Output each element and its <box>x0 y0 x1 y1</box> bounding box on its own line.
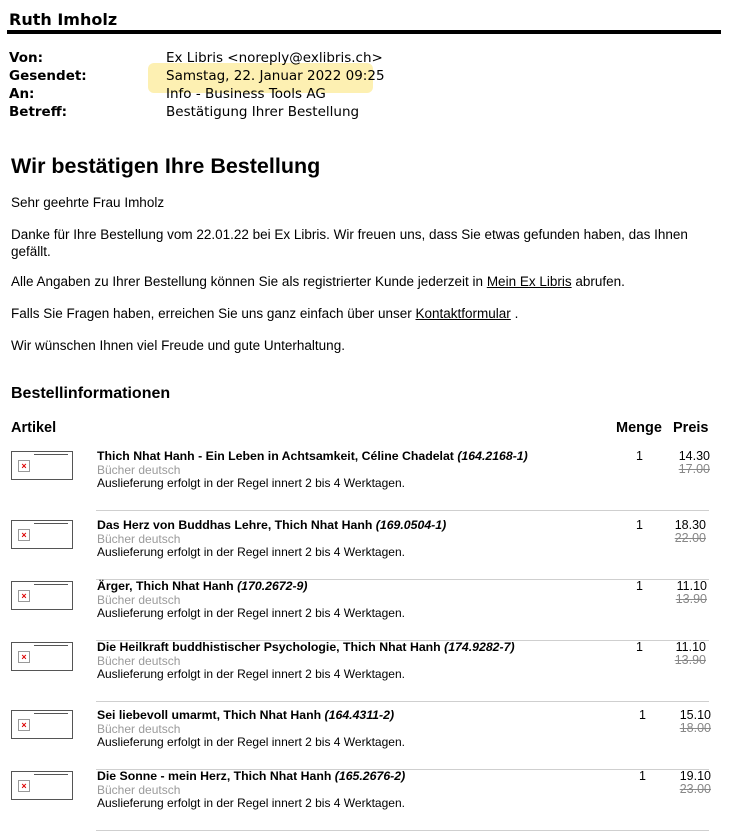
image-line <box>34 774 68 775</box>
item-quantity: 1 <box>639 708 646 722</box>
item-delivery-note: Auslieferung erfolgt in der Regel innert 2 bis 4 Werktagen. <box>97 667 405 681</box>
page-title: Wir bestätigen Ihre Bestellung <box>11 154 321 178</box>
order-item-row <box>11 579 709 641</box>
broken-image-icon: × <box>18 590 30 602</box>
item-code: (165.2676-2) <box>334 769 406 783</box>
item-category: Bücher deutsch <box>97 463 181 477</box>
item-delivery-note: Auslieferung erfolgt in der Regel innert 2 bis 4 Werktagen. <box>97 545 405 559</box>
item-delivery-note: Auslieferung erfolgt in der Regel innert 2 bis 4 Werktagen. <box>97 796 405 810</box>
order-item-row <box>11 708 709 770</box>
item-delivery-note: Auslieferung erfolgt in der Regel innert 2 bis 4 Werktagen. <box>97 606 405 620</box>
image-line <box>34 523 68 524</box>
column-header-quantity: Menge <box>616 420 662 436</box>
item-old-price: 13.90 <box>675 592 707 606</box>
item-price: 11.10 <box>675 640 706 654</box>
item-delivery-note: Auslieferung erfolgt in der Regel innert 2 bis 4 Werktagen. <box>97 476 405 490</box>
item-title-text: Die Heilkraft buddhistischer Psychologie, Thich Nhat Hanh <box>97 640 441 654</box>
greeting: Sehr geehrte Frau Imholz <box>11 195 165 210</box>
item-title[interactable] <box>97 579 308 593</box>
row-divider <box>96 830 709 831</box>
mein-ex-libris-link[interactable]: Mein Ex Libris <box>486 274 572 289</box>
item-title[interactable] <box>97 518 446 532</box>
item-code: (170.2672-9) <box>237 579 308 593</box>
contact-text-end: . <box>514 306 519 321</box>
sender-name: Ruth Imholz <box>9 10 118 29</box>
item-price: 11.10 <box>676 579 707 593</box>
item-code: (164.4311-2) <box>324 708 395 722</box>
order-item-row <box>11 449 709 511</box>
thank-you-paragraph: Danke für Ihre Bestellung vom 22.01.22 bei Ex Libris. Wir freuen uns, dass Sie etwas gefunden haben, das Ihnen gefällt. <box>11 227 688 259</box>
item-old-price: 22.00 <box>674 531 706 545</box>
item-quantity: 1 <box>636 518 643 532</box>
item-title-text: Die Sonne - mein Herz, Thich Nhat Hanh <box>97 769 332 783</box>
header-label: Von: <box>9 50 43 66</box>
kontaktformular-link[interactable]: Kontaktformular <box>415 306 511 321</box>
header-label: An: <box>9 86 35 102</box>
product-image-placeholder[interactable] <box>11 451 73 480</box>
item-code: (164.2168-1) <box>457 449 528 463</box>
header-value-sent: Samstag, 22. Januar 2022 09:25 <box>166 68 385 84</box>
product-image-placeholder[interactable] <box>11 710 73 739</box>
product-image-placeholder[interactable] <box>11 642 73 671</box>
item-old-price: 17.00 <box>678 462 710 476</box>
account-paragraph <box>11 273 625 290</box>
header-value-to[interactable]: Info - Business Tools AG <box>166 86 326 102</box>
item-quantity: 1 <box>636 640 643 654</box>
row-divider <box>96 701 709 702</box>
column-header-article: Artikel <box>11 420 57 436</box>
item-category: Bücher deutsch <box>97 654 181 668</box>
header-label: Betreff: <box>9 104 68 120</box>
closing-paragraph: Wir wünschen Ihnen viel Freude und gute Unterhaltung. <box>11 338 345 353</box>
product-image-placeholder[interactable] <box>11 520 73 549</box>
image-line <box>34 454 68 455</box>
item-old-price: 23.00 <box>679 782 711 796</box>
row-divider <box>96 510 709 511</box>
order-item-row <box>11 518 709 580</box>
item-quantity: 1 <box>636 449 643 463</box>
item-quantity: 1 <box>636 579 643 593</box>
broken-image-icon: × <box>18 651 30 663</box>
image-line <box>34 645 68 646</box>
image-line <box>34 713 68 714</box>
item-old-price: 13.90 <box>674 653 706 667</box>
header-label: Gesendet: <box>9 68 87 84</box>
item-category: Bücher deutsch <box>97 593 181 607</box>
item-price: 18.30 <box>674 518 706 532</box>
broken-image-icon: × <box>18 460 30 472</box>
item-delivery-note: Auslieferung erfolgt in der Regel innert 2 bis 4 Werktagen. <box>97 735 405 749</box>
item-price: 19.10 <box>679 769 711 783</box>
item-code: (174.9282-7) <box>444 640 515 654</box>
product-image-placeholder[interactable] <box>11 581 73 610</box>
broken-image-icon: × <box>18 780 30 792</box>
account-text-end: abrufen. <box>575 274 625 289</box>
item-title[interactable] <box>97 769 405 783</box>
order-item-row <box>11 769 709 831</box>
item-category: Bücher deutsch <box>97 722 181 736</box>
item-category: Bücher deutsch <box>97 783 181 797</box>
item-title[interactable] <box>97 708 394 722</box>
item-title-text: Thich Nhat Hanh - Ein Leben in Achtsamkeit, Céline Chadelat <box>97 449 454 463</box>
account-text: Alle Angaben zu Ihrer Bestellung können Sie als registrierter Kunde jederzeit in <box>11 274 484 289</box>
header-value-subject: Bestätigung Ihrer Bestellung <box>166 104 360 120</box>
header-value-from[interactable]: Ex Libris <noreply@exlibris.ch> <box>166 50 383 66</box>
item-title[interactable] <box>97 449 528 463</box>
item-title[interactable] <box>97 640 515 654</box>
item-old-price: 18.00 <box>679 721 711 735</box>
broken-image-icon: × <box>18 529 30 541</box>
item-title-text: Ärger, Thich Nhat Hanh <box>97 579 234 593</box>
image-line <box>34 584 68 585</box>
item-quantity: 1 <box>639 769 646 783</box>
order-item-row <box>11 640 709 702</box>
broken-image-icon: × <box>18 719 30 731</box>
column-header-price: Preis <box>673 420 709 436</box>
item-price: 14.30 <box>678 449 710 463</box>
item-title-text: Sei liebevoll umarmt, Thich Nhat Hanh <box>97 708 322 722</box>
item-category: Bücher deutsch <box>97 532 181 546</box>
header-divider <box>7 30 721 34</box>
order-section-title: Bestellinformationen <box>11 385 171 402</box>
contact-paragraph <box>11 305 518 322</box>
contact-text: Falls Sie Fragen haben, erreichen Sie uns ganz einfach über unser <box>11 306 412 321</box>
item-price: 15.10 <box>679 708 711 722</box>
item-code: (169.0504-1) <box>375 518 447 532</box>
item-title-text: Das Herz von Buddhas Lehre, Thich Nhat Hanh <box>97 518 373 532</box>
product-image-placeholder[interactable] <box>11 771 73 800</box>
